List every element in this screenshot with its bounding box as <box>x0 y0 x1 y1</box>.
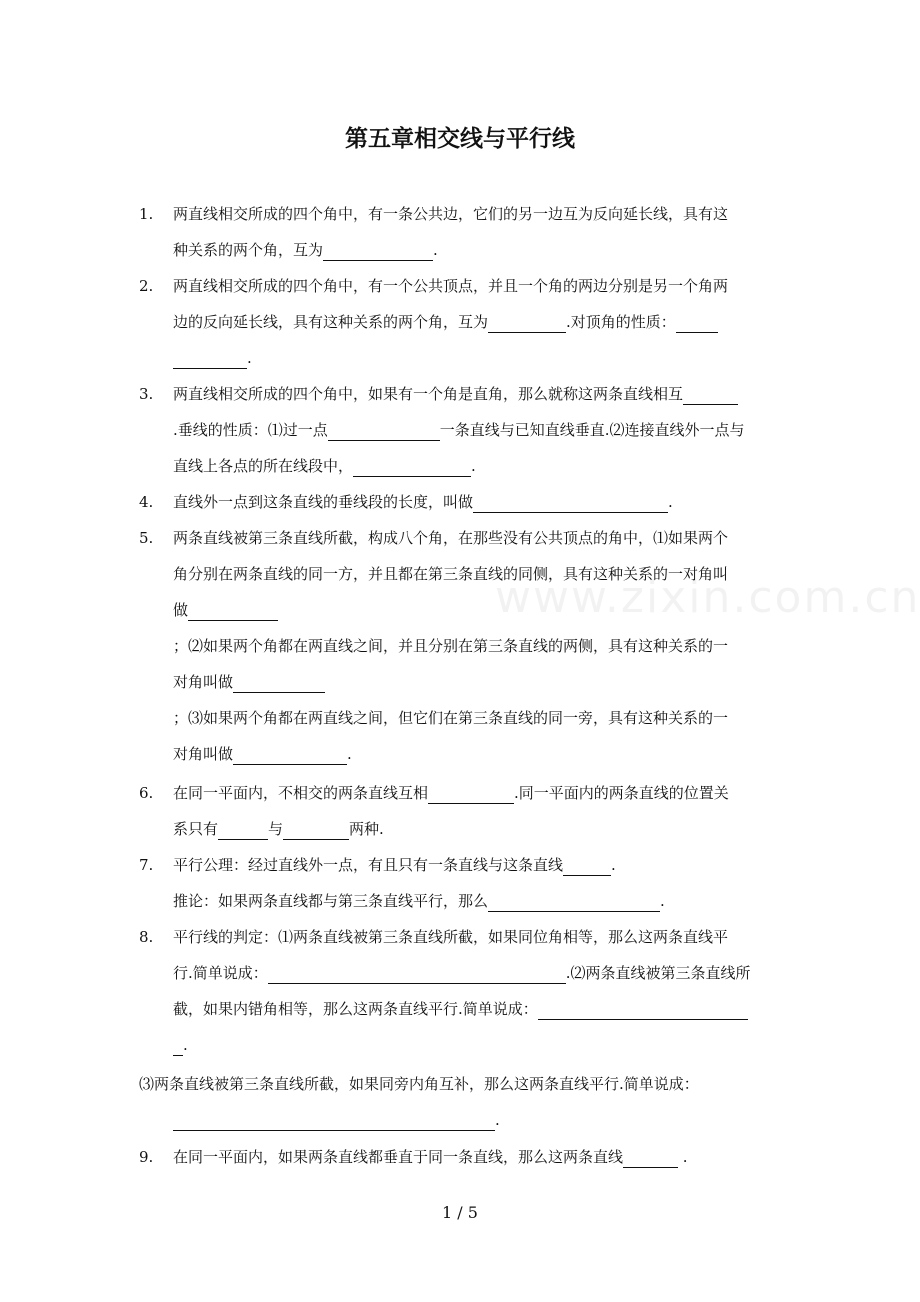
question-text: 做 <box>173 601 189 619</box>
answer-blank[interactable] <box>173 1035 183 1056</box>
text-line <box>173 775 784 811</box>
text-line <box>173 664 784 700</box>
question-text: .垂线的性质：⑴过一点 <box>173 421 328 439</box>
question-body <box>173 1139 784 1175</box>
answer-blank[interactable] <box>683 384 738 405</box>
continuation-line <box>139 1066 699 1102</box>
text-line <box>173 919 784 955</box>
question-text: . <box>183 1036 188 1054</box>
question-number: 1. <box>139 205 154 223</box>
question-text: 边的反向延长线，具有这种关系的两个角，互为 <box>173 313 489 331</box>
question-text: . <box>660 892 665 910</box>
question-text: . <box>611 856 616 874</box>
answer-blank[interactable] <box>353 456 471 477</box>
text-line <box>173 448 784 484</box>
question-item <box>139 520 784 772</box>
question-text: 对角叫做 <box>173 673 234 691</box>
answer-blank[interactable] <box>173 1110 495 1131</box>
question-body <box>173 520 784 772</box>
question-text: .对顶角的性质： <box>566 313 676 331</box>
question-text: 角分别在两条直线的同一方，并且都在第三条直线的同侧，具有这种关系的一对角叫 <box>173 565 729 583</box>
answer-blank[interactable] <box>323 240 433 261</box>
question-number: 6. <box>139 784 154 802</box>
question-text: . <box>668 493 673 511</box>
answer-blank[interactable] <box>488 312 566 333</box>
question-item <box>139 268 784 376</box>
question-body <box>173 847 784 919</box>
text-line <box>173 304 784 340</box>
answer-blank[interactable] <box>623 1147 678 1168</box>
question-item <box>139 775 784 847</box>
text-line <box>173 268 784 304</box>
text-line <box>173 520 784 556</box>
answer-blank[interactable] <box>218 819 268 840</box>
question-number: 5. <box>139 529 154 547</box>
text-line <box>139 1066 699 1102</box>
text-line <box>173 628 784 664</box>
question-text: 一条直线与已知直线垂直.⑵连接直线外一点与 <box>439 421 745 439</box>
question-text: 在同一平面内，如果两条直线都垂直于同一条直线，那么这两条直线 <box>173 1148 624 1166</box>
text-line <box>173 847 784 883</box>
question-text: 截，如果内错角相等，那么这两条直线平行.简单说成： <box>173 1000 538 1018</box>
question-number: 8. <box>139 928 154 946</box>
question-item <box>139 376 784 484</box>
text-line <box>173 340 784 376</box>
question-text: 两直线相交所成的四个角中，有一条公共边，它们的另一边互为反向延长线，具有这 <box>173 205 729 223</box>
question-text: ⑶两条直线被第三条直线所截，如果同旁内角互补，那么这两条直线平行.简单说成： <box>139 1075 699 1093</box>
question-body <box>173 376 784 484</box>
answer-blank[interactable] <box>428 783 514 804</box>
question-text: ；⑶如果两个角都在两直线之间，但它们在第三条直线的同一旁，具有这种关系的一 <box>173 709 729 727</box>
question-text: 推论：如果两条直线都与第三条直线平行，那么 <box>173 892 489 910</box>
question-text: 直线外一点到这条直线的垂线段的长度，叫做 <box>173 493 474 511</box>
question-text: . <box>678 1148 688 1166</box>
question-text: .⑵两条直线被第三条直线所 <box>565 964 751 982</box>
question-item <box>139 1139 784 1175</box>
text-line <box>173 232 784 268</box>
question-item <box>139 484 784 520</box>
answer-blank[interactable] <box>283 819 349 840</box>
text-line <box>173 811 784 847</box>
question-body <box>173 196 784 268</box>
question-text: 两条直线被第三条直线所截，构成八个角，在那些没有公共顶点的角中，⑴如果两个 <box>173 529 729 547</box>
answer-blank[interactable] <box>173 348 247 369</box>
question-text: 系只有 <box>173 820 219 838</box>
text-line <box>173 955 784 991</box>
text-line <box>173 1102 500 1138</box>
text-line <box>173 556 784 592</box>
question-number: 2. <box>139 277 154 295</box>
answer-blank[interactable] <box>233 672 325 693</box>
text-line <box>173 196 784 232</box>
question-body <box>173 268 784 376</box>
question-text: . <box>247 349 252 367</box>
text-line <box>173 412 784 448</box>
answer-blank[interactable] <box>538 999 748 1020</box>
question-text: . <box>347 745 352 763</box>
answer-blank[interactable] <box>676 312 718 333</box>
answer-blank[interactable] <box>268 963 566 984</box>
question-text: 两直线相交所成的四个角中，如果有一个角是直角，那么就称这两条直线相互 <box>173 385 684 403</box>
text-line <box>173 592 784 628</box>
answer-blank[interactable] <box>473 492 668 513</box>
question-text: 两直线相交所成的四个角中，有一个公共顶点，并且一个角的两边分别是另一个角两 <box>173 277 729 295</box>
question-text: 种关系的两个角，互为 <box>173 241 324 259</box>
question-text: 平行线的判定：⑴两条直线被第三条直线所截，如果同位角相等，那么这两条直线平 <box>173 928 729 946</box>
answer-blank[interactable] <box>328 420 440 441</box>
question-text: 行.简单说成： <box>173 964 268 982</box>
watermark: www.zixin.com.cn <box>495 572 920 623</box>
question-text: 在同一平面内，不相交的两条直线互相 <box>173 784 429 802</box>
text-line <box>173 883 784 919</box>
answer-blank[interactable] <box>563 855 611 876</box>
text-line <box>173 484 784 520</box>
question-text: . <box>495 1111 500 1129</box>
question-body <box>173 484 784 520</box>
question-text: ；⑵如果两个角都在两直线之间，并且分别在第三条直线的两侧，具有这种关系的一 <box>173 637 729 655</box>
answer-blank[interactable] <box>488 891 660 912</box>
question-number: 9. <box>139 1148 154 1166</box>
question-text: . <box>433 241 438 259</box>
question-item <box>139 919 784 1063</box>
page-number: 1 / 5 <box>442 1203 478 1222</box>
question-text: 对角叫做 <box>173 745 234 763</box>
question-text: 两种. <box>349 820 384 838</box>
question-item <box>139 196 784 268</box>
page-title: 第五章相交线与平行线 <box>345 126 575 152</box>
text-line <box>173 376 784 412</box>
question-number: 4. <box>139 493 154 511</box>
text-line <box>173 1139 784 1175</box>
question-text: 直线上各点的所在线段中， <box>173 457 354 475</box>
question-text: . <box>471 457 476 475</box>
answer-blank[interactable] <box>233 744 347 765</box>
question-text: .同一平面内的两条直线的位置关 <box>514 784 729 802</box>
text-line <box>173 700 784 736</box>
question-text: 与 <box>268 820 284 838</box>
question-number: 3. <box>139 385 154 403</box>
text-line <box>173 991 784 1027</box>
text-line <box>173 736 784 772</box>
question-number: 7. <box>139 856 154 874</box>
text-line <box>173 1027 784 1063</box>
question-body <box>173 775 784 847</box>
question-text: 平行公理：经过直线外一点，有且只有一条直线与这条直线 <box>173 856 564 874</box>
question-body <box>173 919 784 1063</box>
continuation-line <box>173 1102 500 1138</box>
question-item <box>139 847 784 919</box>
answer-blank[interactable] <box>188 600 278 621</box>
